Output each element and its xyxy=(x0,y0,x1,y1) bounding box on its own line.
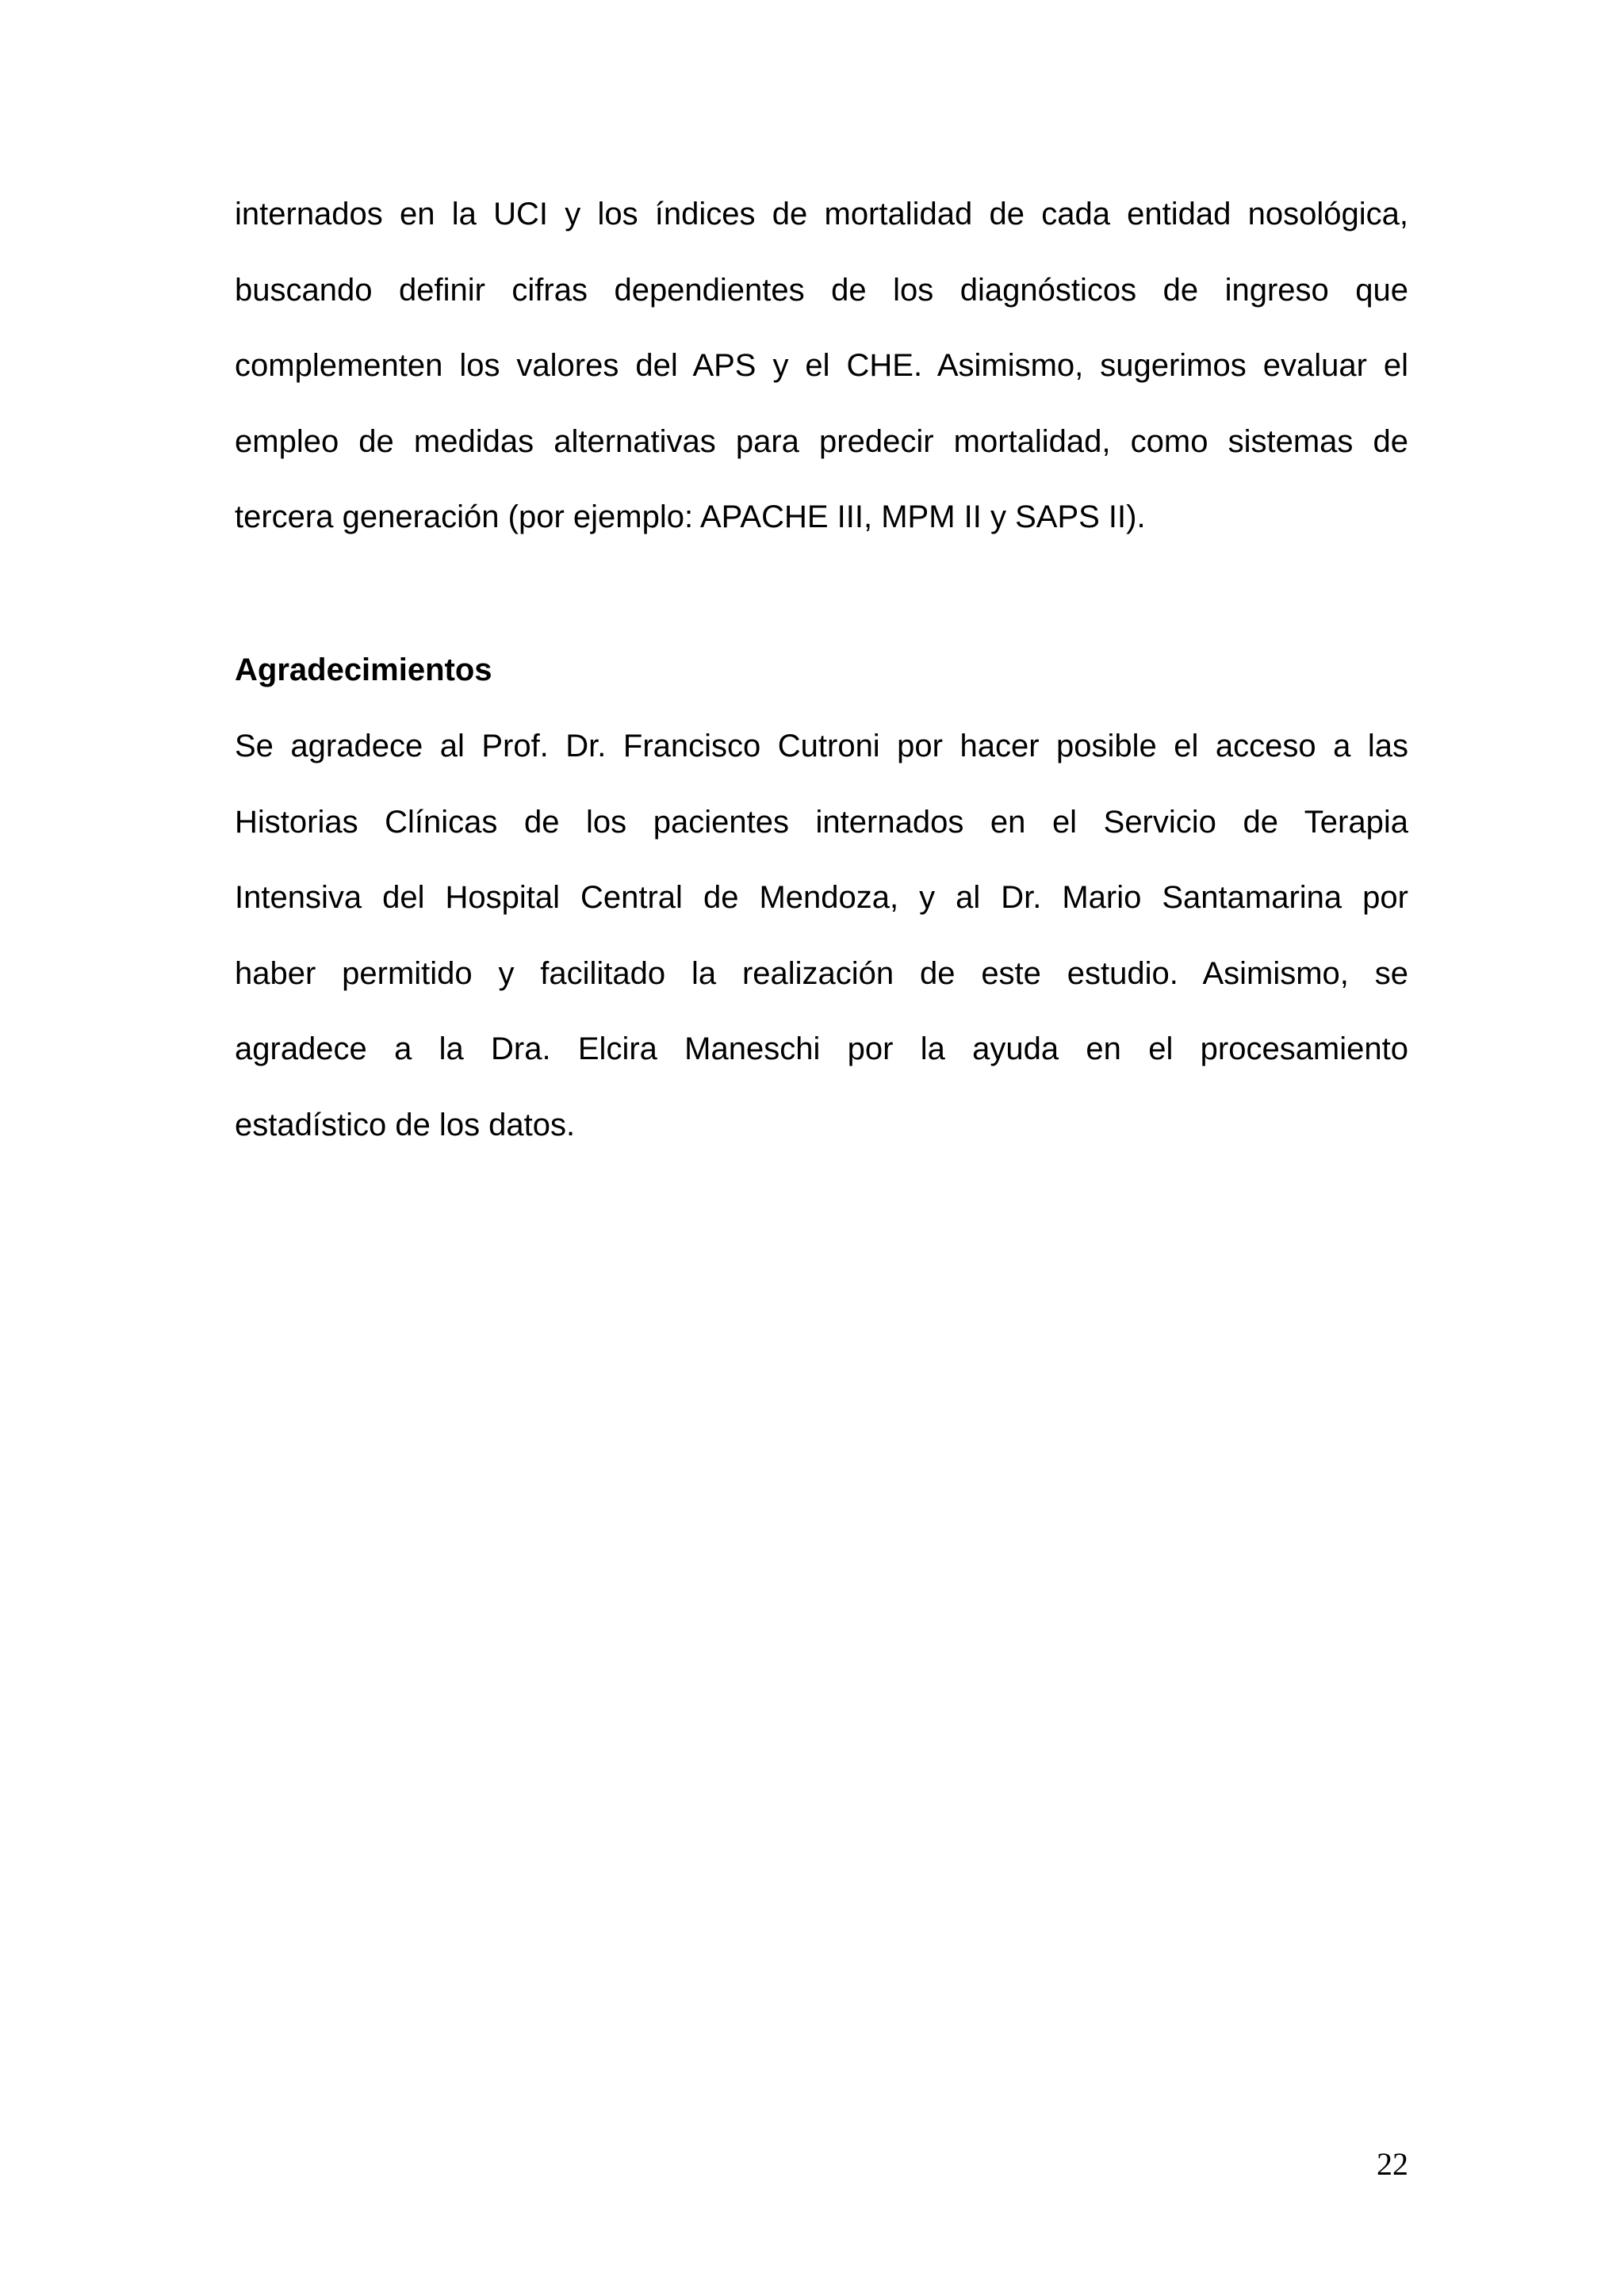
paragraph-line: internados en la UCI y los índices de mortalidad de cada entidad nosológica, xyxy=(235,197,1408,232)
paragraph-line: Se agradece al Prof. Dr. Francisco Cutroni por hacer posible el acceso a las xyxy=(235,729,1408,763)
paragraph-line: haber permitido y facilitado la realización de este estudio. Asimismo, se xyxy=(235,955,1408,991)
paragraph-line: complementen los valores del APS y el CHE. Asimismo, sugerimos evaluar el xyxy=(235,348,1408,383)
paragraph-line: tercera generación (por ejemplo: APACHE III, MPM II y SAPS II). xyxy=(235,499,1146,534)
paragraph-line: buscando definir cifras dependientes de los diagnósticos de ingreso que xyxy=(235,272,1408,308)
page-number: 22 xyxy=(1377,2146,1408,2182)
section-heading-agradecimientos: Agradecimientos xyxy=(235,652,492,687)
paragraph-line: Intensiva del Hospital Central de Mendoza, y al Dr. Mario Santamarina por xyxy=(235,880,1408,915)
paragraph-line: estadístico de los datos. xyxy=(235,1107,576,1142)
paragraph-line: agradece a la Dra. Elcira Maneschi por la ayuda en el procesamiento xyxy=(235,1031,1408,1066)
paragraph-line: Historias Clínicas de los pacientes internados en el Servicio de Terapia xyxy=(235,804,1408,840)
paragraph-conclusion xyxy=(235,177,1408,556)
paragraph-line: empleo de medidas alternativas para predecir mortalidad, como sistemas de xyxy=(235,423,1408,459)
paragraph-acknowledgements xyxy=(235,709,1408,1163)
